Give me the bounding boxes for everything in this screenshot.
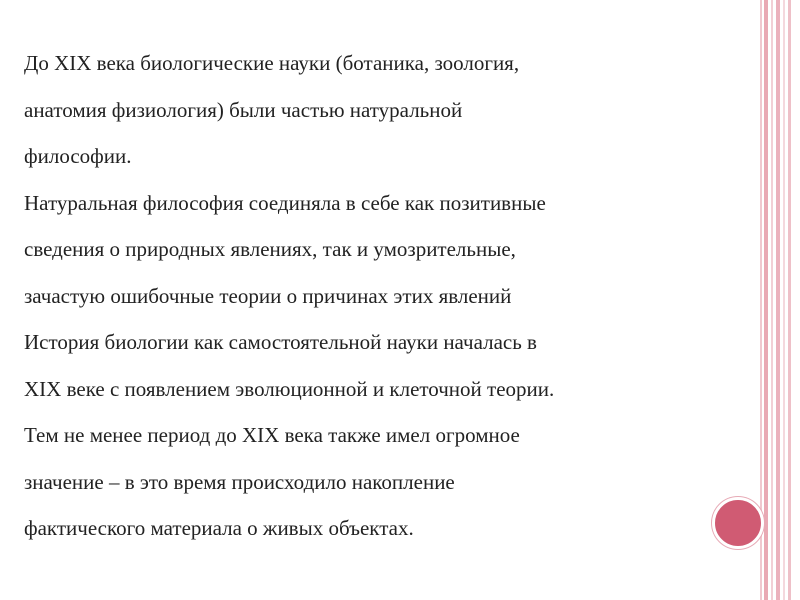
text-line: Натуральная философия соединяла в себе как позитивные	[24, 190, 546, 215]
text-line: зачастую ошибочные теории о причинах этих явлений	[24, 283, 512, 308]
slide-text	[24, 40, 724, 552]
text-line: До XIX века биологические науки (ботаника, зоология,	[24, 51, 520, 75]
decorative-stripe	[771, 0, 773, 600]
text-line: сведения о природных явлениях, так и умозрительные,	[24, 237, 516, 261]
text-line: XIX веке с появлением эволюционной и клеточной теории.	[24, 376, 555, 401]
text-line: Тем не менее период до XIX века также имел огромное	[24, 423, 520, 447]
decorative-stripe	[788, 0, 791, 600]
text-line: анатомия физиология) были частью натуральной	[24, 97, 463, 122]
decorative-stripe	[776, 0, 780, 600]
decorative-stripe	[783, 0, 785, 600]
text-line: История биологии как самостоятельной науки началась в	[24, 330, 537, 354]
accent-circle-icon	[712, 497, 764, 549]
text-line: философии.	[24, 144, 132, 168]
text-line: фактического материала о живых объектах.	[24, 516, 414, 540]
decorative-stripe	[764, 0, 768, 600]
text-line: значение – в это время происходило накопление	[24, 469, 455, 494]
